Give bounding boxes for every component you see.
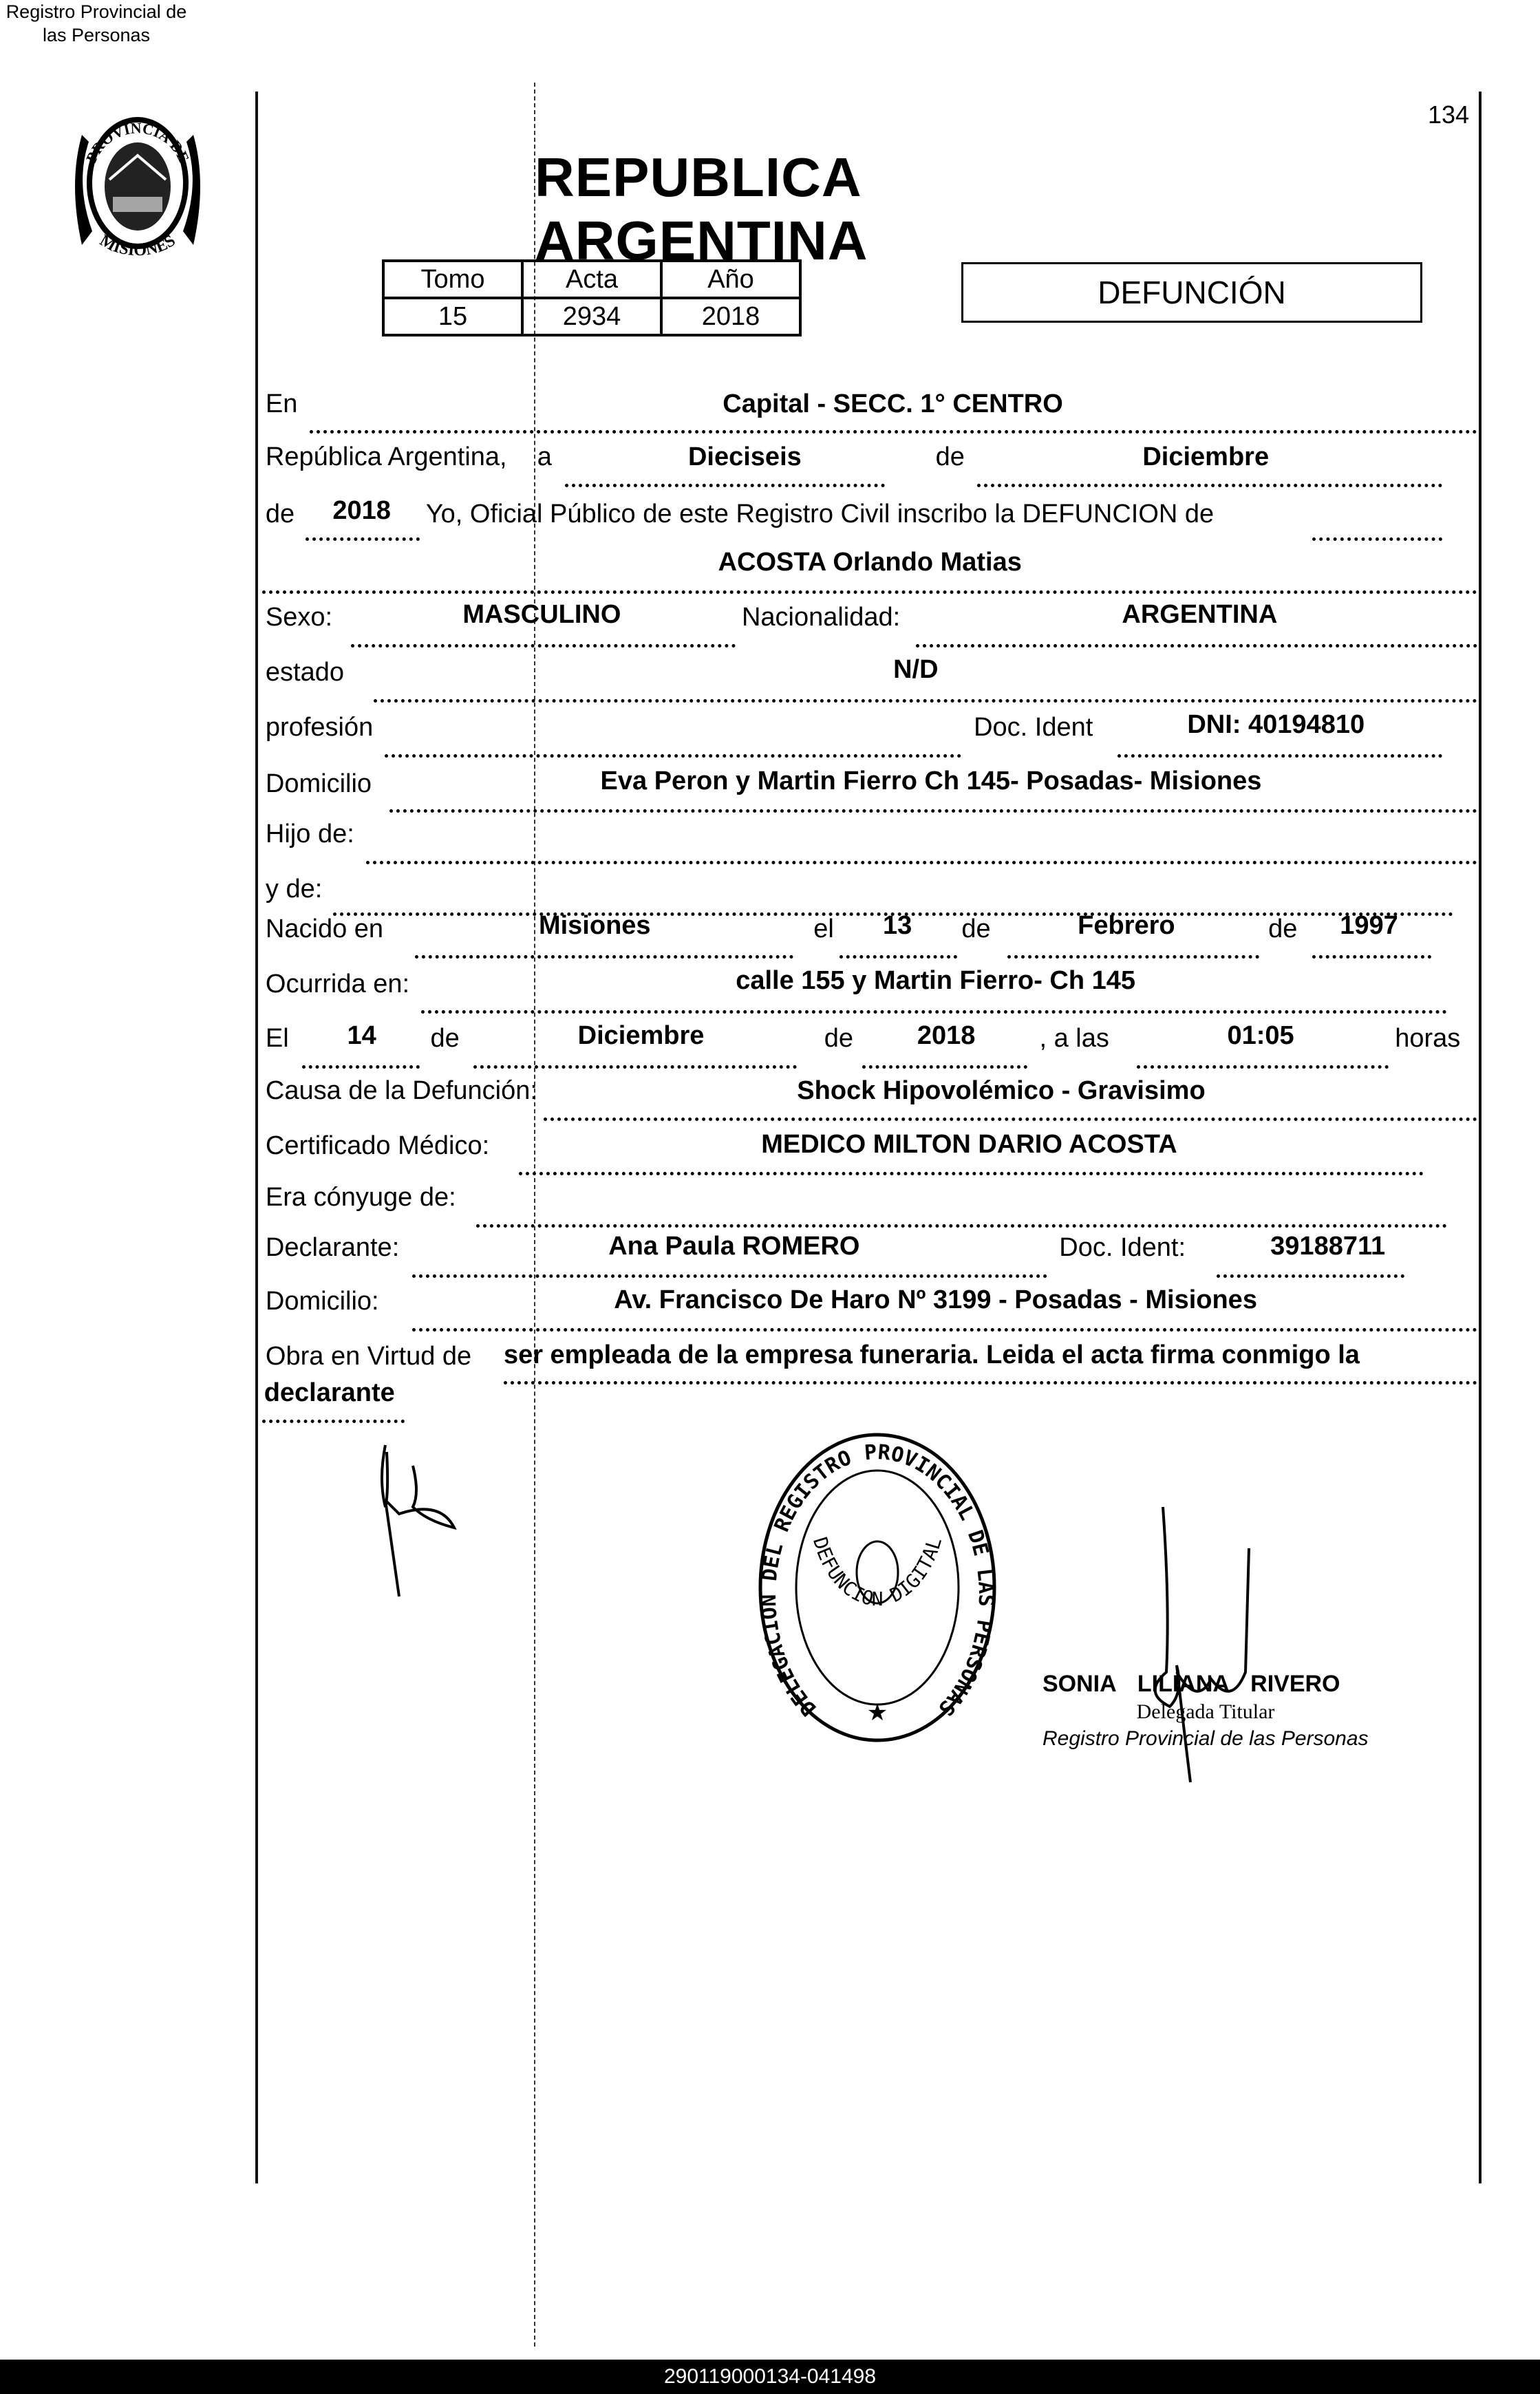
dotted-fill-line bbox=[1312, 955, 1431, 959]
dotted-fill-line bbox=[519, 1172, 1424, 1175]
estado-label: estado bbox=[265, 658, 345, 687]
de-label: de bbox=[265, 499, 295, 528]
page-title: REPUBLICA ARGENTINA bbox=[535, 147, 868, 271]
horas-label: horas bbox=[1395, 1024, 1461, 1054]
seal-inner-text: DEFUNCION DIGITAL bbox=[808, 1534, 947, 1611]
ocurrida-en-value: calle 155 y Martin Fierro- Ch 145 bbox=[736, 966, 1136, 996]
birth-year-value: 1997 bbox=[1340, 911, 1398, 941]
birth-month-value: Febrero bbox=[1078, 911, 1175, 941]
registry-line-1: Registro Provincial de bbox=[6, 1, 187, 22]
deceased-name-value: ACOSTA Orlando Matias bbox=[718, 548, 1022, 577]
dotted-fill-line bbox=[977, 484, 1442, 487]
header-tomo: Tomo bbox=[383, 261, 522, 298]
causa-value: Shock Hipovolémico - Gravisimo bbox=[797, 1076, 1206, 1105]
republica-label: República Argentina, bbox=[265, 442, 507, 472]
nacido-en-label: Nacido en bbox=[265, 914, 384, 943]
dotted-fill-line bbox=[385, 754, 961, 758]
official-seal-stamp bbox=[757, 1431, 998, 1744]
declarant-signature bbox=[358, 1438, 495, 1603]
doc-ident-value: DNI: 40194810 bbox=[1187, 709, 1365, 739]
obra-text-value: ser empleada de la empresa funeraria. Leida el acta firma conmigo la bbox=[503, 1340, 1360, 1369]
a-las-label: , a las bbox=[1039, 1024, 1109, 1054]
official-title: Delegada Titular bbox=[1136, 1700, 1275, 1723]
dotted-fill-line bbox=[302, 1065, 420, 1069]
dotted-fill-line bbox=[351, 644, 736, 648]
doc-ident2-label: Doc. Ident: bbox=[1059, 1233, 1186, 1263]
dotted-fill-line bbox=[310, 430, 1477, 434]
dotted-fill-line bbox=[476, 1224, 1447, 1228]
ocurrida-label: Ocurrida en: bbox=[265, 969, 410, 998]
conyuge-label: Era cónyuge de: bbox=[265, 1183, 456, 1212]
dotted-fill-line bbox=[1117, 754, 1442, 758]
official-name: SONIA LILIANA RIVERO bbox=[1042, 1671, 1340, 1697]
death-time-value: 01:05 bbox=[1227, 1021, 1294, 1051]
year-value: 2018 bbox=[332, 496, 391, 526]
logo-text-top: PROVINCIA DE bbox=[82, 119, 193, 165]
domicilio-value: Eva Peron y Martin Fierro Ch 145- Posadas- Misiones bbox=[600, 766, 1262, 795]
month-text-value: Diciembre bbox=[1142, 442, 1270, 472]
declarante-label: Declarante: bbox=[265, 1233, 400, 1263]
death-day-value: 14 bbox=[347, 1021, 376, 1051]
El-label: El bbox=[265, 1024, 289, 1054]
domicilio-label: Domicilio bbox=[265, 769, 372, 799]
y-de-label: y de: bbox=[265, 875, 323, 904]
value-acta: 2934 bbox=[522, 298, 661, 335]
dotted-fill-line bbox=[412, 1274, 1047, 1278]
center-fold-line bbox=[534, 83, 535, 2347]
dotted-fill-line bbox=[306, 537, 420, 541]
de-label: de bbox=[824, 1024, 853, 1054]
logo-text-bottom: MISIONES bbox=[96, 231, 179, 260]
profesion-label: profesión bbox=[265, 713, 374, 742]
death-year-value: 2018 bbox=[917, 1021, 976, 1051]
dotted-fill-line bbox=[839, 955, 957, 959]
nacido-en-value: Misiones bbox=[538, 911, 651, 941]
dotted-fill-line bbox=[1217, 1274, 1404, 1278]
day-text-value: Dieciseis bbox=[687, 442, 802, 472]
dotted-fill-line bbox=[412, 1328, 1477, 1332]
record-table-header-row bbox=[383, 261, 800, 298]
place-value: Capital - SECC. 1° CENTRO bbox=[723, 389, 1063, 418]
certificado-label: Certificado Médico: bbox=[265, 1131, 490, 1160]
header-ano: Año bbox=[661, 261, 800, 298]
sexo-label: Sexo: bbox=[265, 603, 333, 632]
birth-day-value: 13 bbox=[883, 911, 912, 941]
sexo-value: MASCULINO bbox=[462, 599, 621, 629]
death-month-value: Diciembre bbox=[577, 1021, 705, 1051]
seal-star-icon: ★ bbox=[866, 1700, 888, 1726]
declarante-domicilio-value: Av. Francisco De Haro Nº 3199 - Posadas - Misiones bbox=[614, 1285, 1257, 1314]
dotted-fill-line bbox=[565, 484, 886, 487]
hijo-de-label: Hijo de: bbox=[265, 820, 354, 849]
dotted-fill-line bbox=[1312, 537, 1442, 541]
doc-ident-label: Doc. Ident bbox=[974, 713, 1093, 742]
value-ano: 2018 bbox=[661, 298, 800, 335]
certificado-value: MEDICO MILTON DARIO ACOSTA bbox=[761, 1129, 1177, 1159]
registry-name bbox=[0, 0, 193, 47]
record-table-value-row bbox=[383, 298, 800, 335]
dotted-fill-line bbox=[916, 644, 1477, 648]
de-label: de bbox=[1268, 914, 1298, 943]
dotted-fill-line bbox=[262, 590, 1477, 594]
domicilio2-label: Domicilio: bbox=[265, 1286, 379, 1316]
page-number: 134 bbox=[1428, 100, 1470, 129]
obra-text2-value: declarante bbox=[264, 1378, 395, 1408]
dotted-fill-line bbox=[544, 1118, 1477, 1121]
nacionalidad-value: ARGENTINA bbox=[1122, 599, 1278, 629]
record-table bbox=[382, 259, 802, 336]
dotted-fill-line bbox=[504, 1381, 1477, 1385]
seal-outer-text: DELEGACION DEL REGISTRO PROVINCIAL DE LAS PERSONAS bbox=[757, 1440, 998, 1721]
document-type-box: DEFUNCIÓN bbox=[961, 262, 1422, 323]
svg-text:DEFUNCION DIGITAL bbox=[809, 1535, 946, 1610]
svg-text:MISIONES bbox=[96, 231, 178, 259]
inscribe-text: Yo, Oficial Público de este Registro Civil inscribo la DEFUNCION de bbox=[425, 499, 1215, 528]
de-label: de bbox=[961, 914, 991, 943]
province-coat-of-arms-logo bbox=[61, 114, 214, 260]
de-label: de bbox=[430, 1024, 460, 1054]
causa-label: Causa de la Defunción: bbox=[265, 1076, 537, 1105]
header-acta: Acta bbox=[522, 261, 661, 298]
dotted-fill-line bbox=[862, 1065, 1027, 1069]
estado-value: N/D bbox=[893, 654, 939, 684]
dotted-fill-line bbox=[374, 699, 1477, 703]
el-label: el bbox=[813, 914, 834, 943]
barcode-footer: 290119000134-041498 bbox=[0, 2360, 1540, 2394]
en-label: En bbox=[265, 389, 298, 418]
dotted-fill-line bbox=[415, 955, 793, 959]
dotted-fill-line bbox=[421, 1010, 1446, 1014]
dotted-fill-line bbox=[366, 861, 1477, 864]
dotted-fill-line bbox=[262, 1420, 404, 1423]
declarante-doc-value: 39188711 bbox=[1270, 1232, 1386, 1261]
value-tomo: 15 bbox=[383, 298, 522, 335]
dotted-fill-line bbox=[1137, 1065, 1389, 1069]
nacionalidad-label: Nacionalidad: bbox=[741, 603, 901, 632]
dotted-fill-line bbox=[473, 1065, 797, 1069]
right-border-line bbox=[1479, 92, 1482, 2183]
de-label: de bbox=[935, 442, 965, 472]
dotted-fill-line bbox=[1007, 955, 1259, 959]
registry-line-2: las Personas bbox=[42, 25, 151, 45]
left-border-line bbox=[255, 92, 258, 2183]
declarante-value: Ana Paula ROMERO bbox=[608, 1232, 860, 1261]
dotted-fill-line bbox=[389, 809, 1477, 813]
a-label: a bbox=[537, 442, 552, 472]
official-organization: Registro Provincial de las Personas bbox=[1042, 1727, 1369, 1750]
obra-label: Obra en Virtud de bbox=[265, 1341, 472, 1371]
